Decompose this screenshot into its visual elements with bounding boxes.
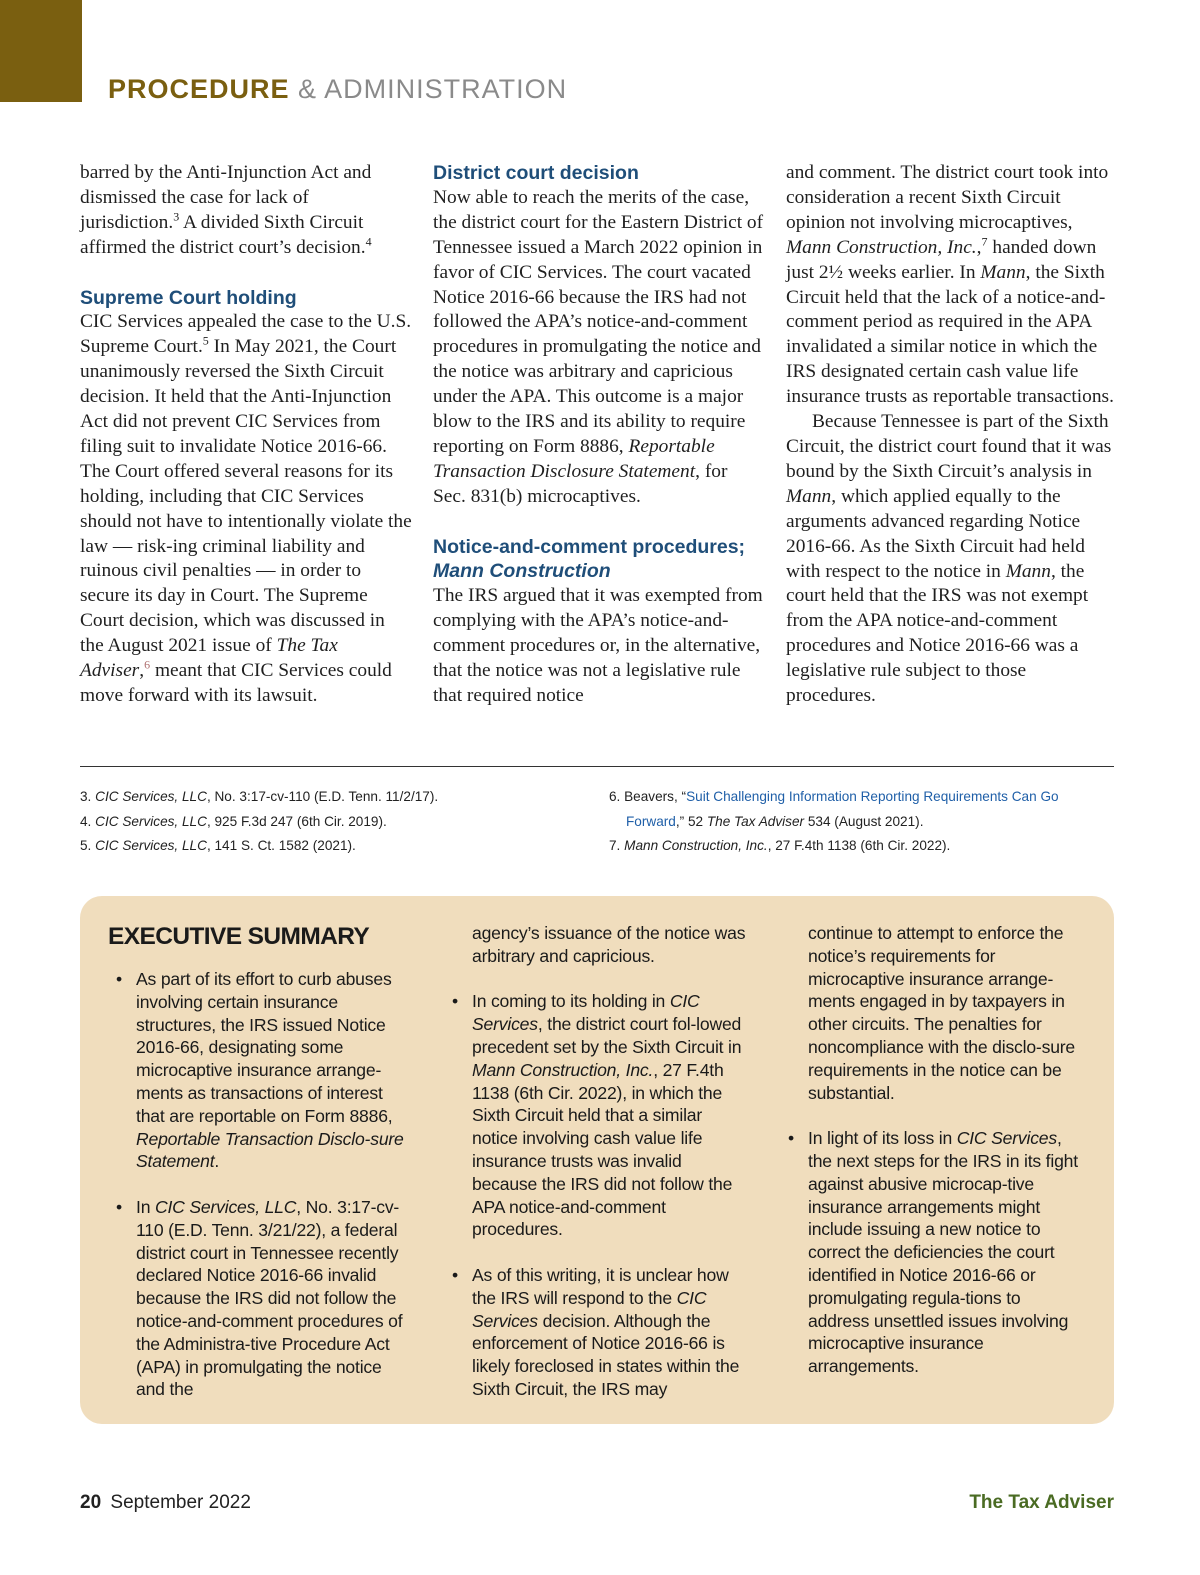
paragraph xyxy=(433,186,765,510)
text: CIC Services, LLC xyxy=(95,838,207,854)
exec-bullet xyxy=(108,1196,410,1401)
text: Now able to reach the merits of the case, the district court for the Eastern District of Tennessee issued a March 2022 opinion in favor of CIC Services. The court vacated Notice 2016-66 because the IRS had not followed the APA’s notice-and-comment procedures in promulgating the notice and the notice was arbitrary and capricious under the APA. This outcome is a major blow to the IRS and its ability to require reporting on Form 8886, xyxy=(433,186,764,457)
text: decision. Although the enforcement of Notice 2016-66 is likely foreclosed in states within the Sixth Circuit, the IRS may xyxy=(472,1310,740,1399)
text: , the court held that the IRS was not exempt from the APA notice-and-comment procedures and Notice 2016-66 was a legislative rule subject to those procedures. xyxy=(786,560,1089,707)
text: The Tax Adviser xyxy=(706,813,805,829)
article-link[interactable]: Forward xyxy=(626,813,676,829)
footnote-5 xyxy=(80,834,590,859)
exec-summary-column-1 xyxy=(108,922,410,1401)
paragraph xyxy=(786,161,1118,410)
publication-title: The Tax Adviser xyxy=(80,635,338,682)
text: 6. Beavers, “ xyxy=(609,789,687,804)
article-column-1 xyxy=(80,161,412,709)
text: Mann Construction, Inc. xyxy=(472,1059,654,1080)
bullet-icon: • xyxy=(452,1264,458,1285)
text: In May 2021, the Court unanimously reversed the Sixth Circuit decision. It held that the Anti-Injunction Act did not prevent CIC Services from filing suit to invalidate Notice 2016-66. The Court offered several reasons for its holding, including that CIC Services should not have to intentionally violate the law — risk-ing criminal liability and ruinous civil penalties — in order to secure its day in Court. The Supreme Court decision, which was discussed in the August 2021 issue of xyxy=(80,336,412,657)
text: , for Sec. 831(b) microcaptives. xyxy=(433,460,728,507)
corner-color-block xyxy=(0,0,82,102)
text: handed down just 2½ weeks earlier. In xyxy=(786,236,1097,283)
footnote-ref: 4 xyxy=(365,234,372,249)
text: CIC Services xyxy=(956,1128,1057,1149)
text: Notice-and-comment procedures; xyxy=(433,535,746,558)
case-name: Mann xyxy=(786,485,832,507)
paragraph xyxy=(786,410,1118,709)
text: , the next steps for the IRS in its fight against abusive microcap-tive insurance arrangements might include issuing a new notice to correct the deficiencies the court identified in Notice 2016-66 or promulgating regula-tions to address unsettled issues involving microcaptive insurance arrangements. xyxy=(808,1128,1078,1377)
footnote-divider xyxy=(80,766,1114,767)
text: A divided Sixth Circuit affirmed the district court’s decision. xyxy=(80,211,366,258)
text: CIC Services xyxy=(472,991,700,1035)
text: CIC Services, LLC xyxy=(154,1196,297,1217)
section-header-bold: PROCEDURE xyxy=(108,74,290,104)
footnote-ref: 7 xyxy=(981,234,988,249)
case-name: Mann xyxy=(1005,560,1051,582)
subhead-notice-and-comment xyxy=(433,535,765,585)
footnote-6 xyxy=(609,785,1109,810)
text: agency’s issuance of the notice was arbitrary and capricious. xyxy=(472,923,746,966)
text: Mann Construction, Inc. xyxy=(624,838,768,854)
article-column-3 xyxy=(786,161,1118,709)
text: , the district court fol-lowed precedent set by the Sixth Circuit in xyxy=(472,1014,742,1057)
exec-bullet xyxy=(780,1127,1082,1378)
exec-summary-column-2 xyxy=(444,922,746,1401)
text: ,” 52 xyxy=(675,813,707,829)
text: , xyxy=(139,660,145,682)
text: meant that CIC Services could move forward with its lawsuit. xyxy=(80,660,392,707)
text: Mann Construction xyxy=(433,560,611,583)
text: , No. 3:17-cv-110 (E.D. Tenn. 11/2/17). xyxy=(206,789,439,804)
text: barred by the Anti-Injunction Act and dismissed the case for lack of jurisdiction. xyxy=(80,162,372,233)
exec-bullet-continued xyxy=(444,922,746,968)
text: CIC Services xyxy=(472,1287,707,1331)
bullet-icon: • xyxy=(116,1196,122,1217)
text: 3. xyxy=(80,789,96,804)
footnotes-right xyxy=(609,785,1109,859)
text: Reportable Transaction Disclo-sure Statement xyxy=(136,1128,404,1172)
text: , No. 3:17-cv-110 (E.D. Tenn. 3/21/22), a federal district court in Tennessee recently declared Notice 2016-66 invalid because the IRS did not follow the notice-and-comment procedures of the Administra-tive Procedure Act (APA) in promulgating the notice and the xyxy=(136,1196,403,1400)
text: In light of its loss in xyxy=(808,1128,957,1149)
case-name: Mann xyxy=(980,261,1026,283)
footnote-4 xyxy=(80,810,590,835)
publication-name: The Tax Adviser xyxy=(969,1492,1114,1513)
text: 7. xyxy=(609,838,625,854)
text: In coming to its holding in xyxy=(472,991,670,1012)
page-footer-left xyxy=(80,1492,251,1514)
text: 5. xyxy=(80,838,96,854)
article-column-2 xyxy=(433,161,765,709)
bullet-icon: • xyxy=(788,1128,794,1149)
text: 534 (August 2021). xyxy=(804,813,924,829)
text: . xyxy=(214,1151,220,1172)
page-number: 20 xyxy=(80,1492,102,1513)
footnotes-left xyxy=(80,785,590,859)
exec-bullet xyxy=(108,968,410,1173)
bullet-icon: • xyxy=(452,991,458,1012)
text: CIC Services, LLC xyxy=(95,813,207,829)
text: , 27 F.4th 1138 (6th Cir. 2022). xyxy=(767,838,951,854)
section-header xyxy=(108,74,567,105)
paragraph xyxy=(80,310,412,709)
case-name: Mann Construction, Inc. xyxy=(786,236,977,258)
text: 4. xyxy=(80,813,96,829)
text: As part of its effort to curb abuses involving certain insurance structures, the IRS issued Notice 2016-66, designating some microcaptive insurance arrange-ments as transactions of interest that are reportable on Form 8886, xyxy=(136,969,393,1126)
exec-bullet-continued xyxy=(780,922,1082,1104)
text: , which applied equally to the arguments advanced regarding Notice 2016-66. As the Sixth Circuit had held with respect to the notice in xyxy=(786,485,1085,582)
paragraph: The IRS argued that it was exempted from complying with the APA’s notice-and-comment procedures or, in the alternative, that the notice was not a legislative rule that required notice xyxy=(433,585,763,707)
text: and comment. The district court took into consideration a recent Sixth Circuit opinion not involving microcaptives, xyxy=(786,162,1109,233)
text: CIC Services, LLC xyxy=(95,789,207,804)
footnote-ref: 3 xyxy=(173,209,180,224)
text: As of this writing, it is unclear how the IRS will respond to the xyxy=(472,1264,729,1308)
text: In xyxy=(136,1196,155,1217)
text: , 925 F.3d 247 (6th Cir. 2019). xyxy=(206,813,387,829)
footnote-3 xyxy=(80,785,590,810)
subhead-supreme-court: Supreme Court holding xyxy=(80,286,297,309)
footnote-7 xyxy=(609,834,1109,859)
article-link[interactable]: Suit Challenging Information Reporting Requirements Can Go xyxy=(686,789,1059,804)
form-title: Reportable Transaction Disclosure Statement xyxy=(433,435,715,482)
footnote-ref: 5 xyxy=(202,333,209,348)
footnote-6-continued xyxy=(609,810,1109,835)
footnote-link[interactable]: 6 xyxy=(144,657,151,672)
paragraph xyxy=(80,161,412,261)
text: , 141 S. Ct. 1582 (2021). xyxy=(206,838,356,854)
exec-summary-title: EXECUTIVE SUMMARY xyxy=(108,923,370,950)
section-header-rest: & ADMINISTRATION xyxy=(298,74,568,104)
text: , the Sixth Circuit held that the lack of a notice-and-comment period as required in the APA invalidated a similar notice in which the IRS designated certain cash value life insurance trusts as reportable transactions. xyxy=(786,261,1114,408)
text: CIC Services appealed the case to the U.S. Supreme Court. xyxy=(80,311,412,358)
exec-bullet xyxy=(444,1264,746,1401)
text: continue to attempt to enforce the notice’s requirements for microcaptive insurance arrange-ments engaged in by taxpayers in other circuits. The penalties for noncompliance with the disclo-sure requirements in the notice can be substantial. xyxy=(808,923,1076,1103)
subhead-district-court: District court decision xyxy=(433,162,639,184)
exec-bullet xyxy=(444,990,746,1241)
text: , 27 F.4th 1138 (6th Cir. 2022), in which the Sixth Circuit held that a similar notice involving cash value life insurance trusts was invalid because the IRS did not follow the APA notice-and-comment procedures. xyxy=(472,1059,733,1240)
issue-date: September 2022 xyxy=(110,1492,251,1513)
text: , xyxy=(976,236,982,258)
text: Because Tennessee is part of the Sixth Circuit, the district court found that it was bound by the Sixth Circuit’s analysis in xyxy=(786,411,1112,482)
exec-summary-column-3 xyxy=(780,922,1082,1378)
bullet-icon: • xyxy=(116,969,122,989)
